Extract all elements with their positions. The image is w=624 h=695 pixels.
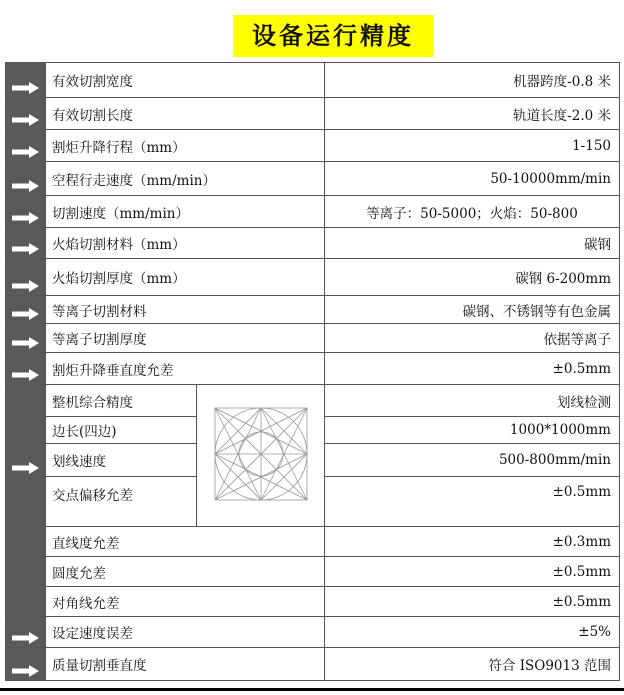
row-value: 500-800mm/min <box>325 444 620 477</box>
row-label: 边长(四边) <box>46 417 197 444</box>
row-marker <box>6 648 46 681</box>
row-value: 碳钢 6-200mm <box>325 259 620 296</box>
row-label: 质量切割垂直度 <box>46 648 325 681</box>
row-label: 等离子切割厚度 <box>46 324 325 353</box>
row-value: ±0.5mm <box>325 557 620 587</box>
table-row <box>6 130 620 162</box>
row-label: 划线速度 <box>46 444 197 477</box>
arrow-right-icon <box>12 631 40 645</box>
spec-table <box>5 62 620 681</box>
arrow-right-icon <box>12 664 40 678</box>
test-pattern-diagram <box>197 385 325 527</box>
row-value: 划线检测 <box>325 385 620 417</box>
row-marker <box>6 130 46 162</box>
row-label: 整机综合精度 <box>46 385 197 417</box>
row-value: 机器跨度-0.8 米 <box>325 63 620 98</box>
row-marker <box>6 324 46 353</box>
table-row <box>6 296 620 324</box>
row-label: 切割速度（mm/min） <box>46 196 325 228</box>
row-marker <box>6 228 46 259</box>
row-marker <box>6 63 46 98</box>
row-label: 有效切割宽度 <box>46 63 325 98</box>
table-row <box>6 228 620 259</box>
row-label: 等离子切割材料 <box>46 296 325 324</box>
table-row <box>6 527 620 557</box>
row-label: 火焰切割材料（mm） <box>46 228 325 259</box>
arrow-right-icon <box>12 368 40 382</box>
row-label: 交点偏移允差 <box>46 477 197 527</box>
row-marker <box>6 196 46 228</box>
arrow-right-icon <box>12 461 40 475</box>
row-value: ±0.5mm <box>325 587 620 617</box>
row-label: 火焰切割厚度（mm） <box>46 259 325 296</box>
table-row <box>6 587 620 617</box>
row-label: 有效切割长度 <box>46 98 325 130</box>
arrow-right-icon <box>12 81 40 95</box>
row-marker <box>6 98 46 130</box>
arrow-right-icon <box>12 279 40 293</box>
row-marker <box>6 259 46 296</box>
row-marker <box>6 296 46 324</box>
row-marker <box>6 617 46 648</box>
row-marker <box>6 353 46 385</box>
row-label: 设定速度误差 <box>46 617 325 648</box>
row-value: 碳钢、不锈钢等有色金属 <box>325 296 620 324</box>
row-label: 直线度允差 <box>46 527 325 557</box>
arrow-right-icon <box>12 211 40 225</box>
row-marker <box>6 385 46 617</box>
bottom-rule <box>0 688 624 691</box>
row-value: ±0.5mm <box>325 353 620 385</box>
arrow-right-icon <box>12 113 40 127</box>
row-value: 50-10000mm/min <box>325 162 620 196</box>
table-row <box>6 353 620 385</box>
page-title: 设备运行精度 <box>233 15 433 57</box>
row-label: 空程行走速度（mm/min） <box>46 162 325 196</box>
row-value: ±5% <box>325 617 620 648</box>
row-value: 1000*1000mm <box>325 417 620 444</box>
row-value: ±0.3mm <box>325 527 620 557</box>
row-value: ±0.5mm <box>325 477 620 527</box>
row-marker <box>6 162 46 196</box>
row-label: 圆度允差 <box>46 557 325 587</box>
row-value: 符合 ISO9013 范围 <box>325 648 620 681</box>
test-pattern-icon <box>211 404 311 504</box>
row-value: 1-150 <box>325 130 620 162</box>
row-value: 等离子：50-5000；火焰：50-800 <box>325 196 620 228</box>
table-row <box>6 259 620 296</box>
row-label: 对角线允差 <box>46 587 325 617</box>
row-label: 割炬升降垂直度允差 <box>46 353 325 385</box>
row-value: 依据等离子 <box>325 324 620 353</box>
arrow-right-icon <box>12 179 40 193</box>
arrow-right-icon <box>12 336 40 350</box>
arrow-right-icon <box>12 307 40 321</box>
table-row <box>6 617 620 648</box>
arrow-right-icon <box>12 145 40 159</box>
arrow-right-icon <box>12 242 40 256</box>
row-label: 割炬升降行程（mm） <box>46 130 325 162</box>
table-row <box>6 557 620 587</box>
table-row <box>6 648 620 681</box>
table-row <box>6 324 620 353</box>
row-value: 碳钢 <box>325 228 620 259</box>
table-row <box>6 63 620 98</box>
table-row <box>6 98 620 130</box>
table-row <box>6 162 620 196</box>
table-row <box>6 196 620 228</box>
table-row <box>6 385 620 417</box>
title-area <box>0 0 624 62</box>
row-value: 轨道长度-2.0 米 <box>325 98 620 130</box>
